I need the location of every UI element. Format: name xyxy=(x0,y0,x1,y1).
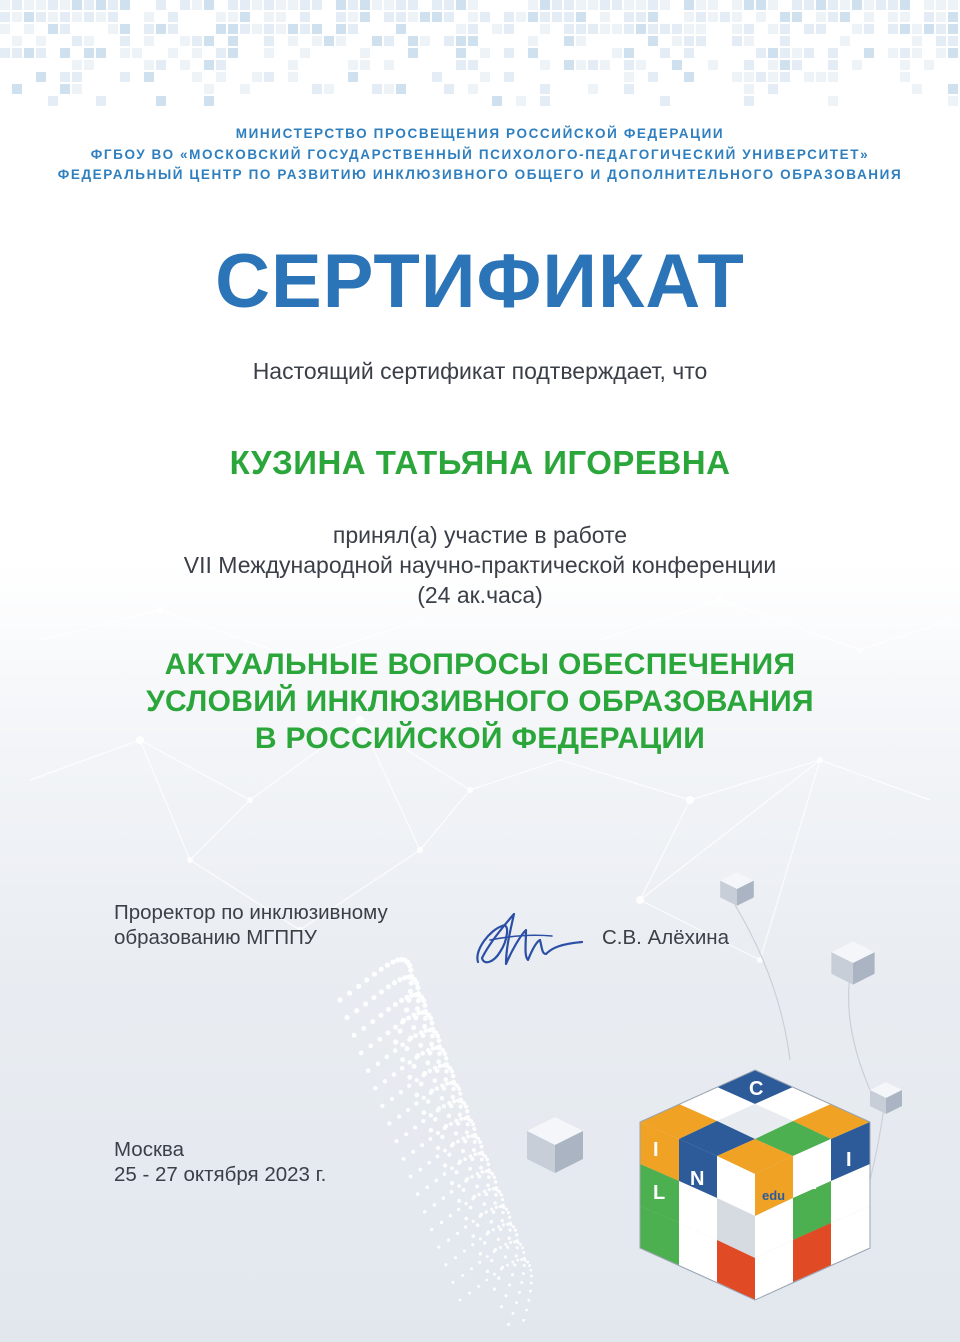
cube-letter-i: I xyxy=(653,1139,659,1161)
handwritten-signature xyxy=(470,900,590,980)
cube-letter-l: L xyxy=(653,1182,666,1204)
certificate-title: СЕРТИФИКАТ xyxy=(215,239,745,324)
university-line: ФГБОУ ВО «МОСКОВСКИЙ ГОСУДАРСТВЕННЫЙ ПСИХОЛОГО-ПЕДАГОГИЧЕСКИЙ УНИВЕРСИТЕТ» xyxy=(90,147,870,162)
cube-letter-i-right: I xyxy=(846,1149,852,1171)
cube-letter-n-right: N xyxy=(803,1172,818,1194)
topic-line-2: УСЛОВИЙ ИНКЛЮЗИВНОГО ОБРАЗОВАНИЯ xyxy=(146,685,814,718)
floating-cube-icon xyxy=(520,1110,590,1180)
center-line: ФЕДЕРАЛЬНЫЙ ЦЕНТР ПО РАЗВИТИЮ ИНКЛЮЗИВНОГО ОБЩЕГО И ДОПОЛНИТЕЛЬНОГО ОБРАЗОВАНИЯ xyxy=(57,167,903,182)
recipient-name: КУЗИНА ТАТЬЯНА ИГОРЕВНА xyxy=(229,444,731,481)
pixel-pattern-band xyxy=(0,0,960,115)
certificate-subtitle: Настоящий сертификат подтверждает, что xyxy=(252,358,708,384)
floating-cube-icon xyxy=(826,936,880,990)
topic-line-1: АКТУАЛЬНЫЕ ВОПРОСЫ ОБЕСПЕЧЕНИЯ xyxy=(164,648,796,681)
inclusive-cube-logo xyxy=(620,1060,890,1310)
city: Москва xyxy=(114,1138,184,1161)
cube-letter-n: N xyxy=(690,1168,705,1190)
cube-edu-label: edu xyxy=(762,1188,786,1203)
event-dates: 25 - 27 октября 2023 г. xyxy=(114,1163,327,1186)
participation-hours: (24 ак.часа) xyxy=(417,582,543,608)
ministry-line: МИНИСТЕРСТВО ПРОСВЕЩЕНИЯ РОССИЙСКОЙ ФЕДЕРАЦИИ xyxy=(235,126,725,141)
signatory-name: С.В. Алёхина xyxy=(602,926,730,949)
signatory-position-line-2: образованию МГППУ xyxy=(114,926,317,949)
participation-line-2: VII Международной научно-практической конференции xyxy=(183,552,777,578)
signatory-position-line-1: Проректор по инклюзивному xyxy=(114,901,388,924)
participation-line-1: принял(а) участие в работе xyxy=(332,522,628,548)
cube-letter-c: C xyxy=(749,1078,764,1100)
topic-line-3: В РОССИЙСКОЙ ФЕДЕРАЦИИ xyxy=(254,722,706,755)
floating-cube-icon xyxy=(716,868,758,910)
